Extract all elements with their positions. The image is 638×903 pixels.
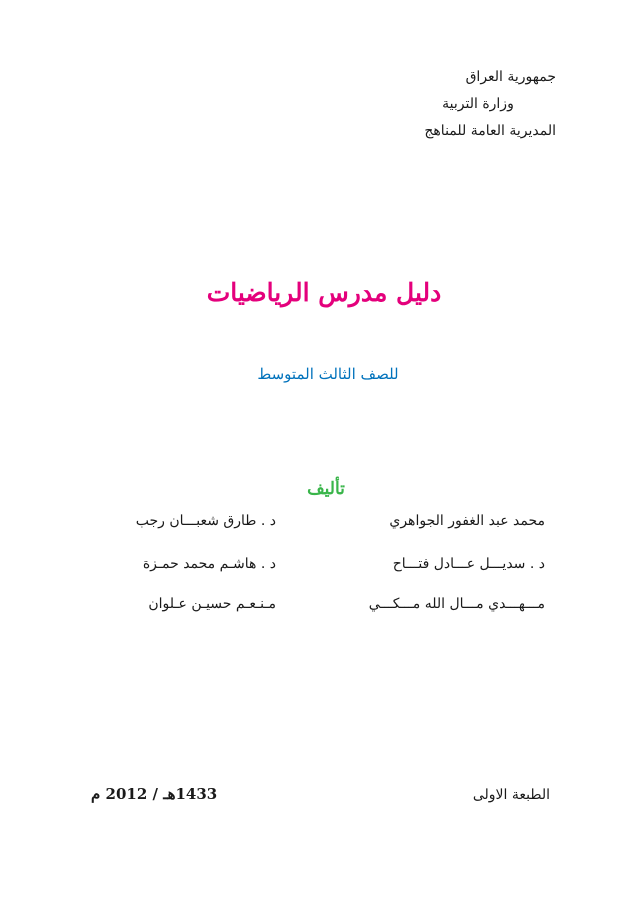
author-left-1: د . طارق شعبـــان رجب bbox=[135, 513, 276, 529]
author-left-2: د . هاشـم محمد حمـزة bbox=[142, 556, 276, 572]
author-right-2: د . سديـــل عـــادل فتـــاح bbox=[392, 556, 545, 572]
book-subtitle: للصف الثالث المتوسط bbox=[257, 365, 399, 383]
authorship-label: تأليف bbox=[307, 479, 345, 499]
directorate-name: المديرية العامة للمناهج bbox=[424, 123, 556, 139]
book-title: دليل مدرس الرياضيات bbox=[206, 278, 442, 307]
author-right-3: مـــهـــدي مـــال الله مـــكـــي bbox=[368, 596, 545, 612]
edition-label: الطبعة الاولى bbox=[472, 787, 550, 803]
ministry-name: وزارة التربية bbox=[442, 96, 514, 112]
publication-year: 1433هـ / 2012 م bbox=[91, 785, 218, 803]
author-right-1: محمد عبد الغفور الجواهري bbox=[389, 513, 545, 529]
issuing-authority-header bbox=[398, 64, 558, 145]
author-left-3: مـنـعـم حسيـن عـلوان bbox=[148, 596, 276, 612]
country-name: جمهورية العراق bbox=[465, 69, 556, 85]
